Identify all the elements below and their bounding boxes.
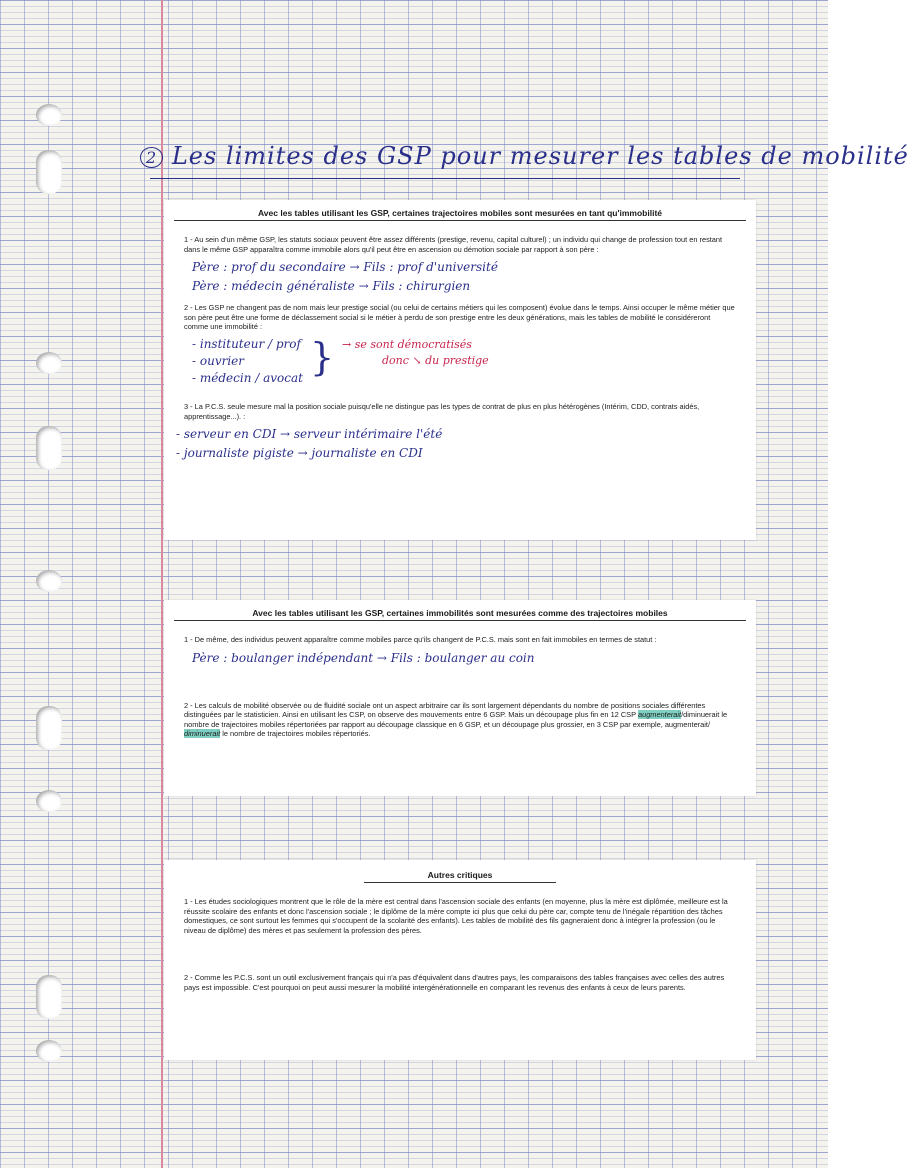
paragraph-text: le nombre de trajectoires mobiles répertoriés. (220, 729, 371, 739)
section-3-paragraph-1: 1 - Les études sociologiques montrent que le rôle de la mère est central dans l'ascension sociale des enfants (en moyenne, plus la mère est diplômée, meilleure est la réussite scolaire des enfants et donc l'ascension sociale ; le diplôme de la mère compte ici plus que celui du père car, compte tenu de l'inégale répartition des tâches domestiques, ce sont surtout les femmes qui s'occupent de la scolarité des enfants). Les tables de mobilité des fils gagneraient donc à intégrer la profession (ou le niveau de diplôme) des mères et pas seulement la profession des pères. (184, 897, 728, 935)
section-1-sheet (164, 200, 756, 540)
handwritten-example-3b: - journaliste pigiste → journaliste en CDI (176, 446, 423, 461)
section-2-sheet (164, 600, 756, 796)
section-1-paragraph-3: 3 - La P.C.S. seule mesure mal la position sociale puisqu'elle ne distingue pas les types de contrat de plus en plus hétérogènes (Intérim, CDD, contrats aidés, apprentissage...). : (184, 401, 700, 421)
binder-hole (36, 1040, 62, 1062)
brace-icon: } (310, 334, 335, 379)
list-item: - médecin / avocat (192, 370, 303, 385)
binder-hole (36, 790, 62, 812)
heading-number: 2 (140, 147, 163, 168)
section-3-title: Autres critiques (364, 870, 556, 883)
annotated-list (192, 336, 756, 394)
handwritten-example-1b: Père : médecin généraliste → Fils : chirurgien (192, 279, 471, 294)
paragraph-text: /diminuerait le nombre de trajectoires mobiles répertoriées par rapport au découpage classique en 6 GSP, et un découpage plus grossier, en 3 CSP par exemple, augmenterait/ (184, 710, 728, 729)
section-1-paragraph-2: 2 - Les GSP ne changent pas de nom mais leur prestige social (ou celui de certains métiers qui les composent) évolue dans le temps. Ainsi occuper le même métier que son père peut être une forme de déclassement social si le métier à perdu de son prestige entre les deux générations, mais les tables de mobilité le considéreront comme une immobilité : (184, 303, 735, 332)
paragraph-text: 2 - Les calculs de mobilité observée ou de fluidité sociale ont un aspect arbitraire car ils sont largement dépendants du nombre de positions sociales différentes distinguées par le statisticien. Ainsi en utilisant les CSP, on observe des mouvements entre 6 GSP. Mais un découpage plus fin en 12 CSP (184, 700, 706, 720)
list-item: - ouvrier (192, 353, 245, 368)
section-2-title: Avec les tables utilisant les GSP, certaines immobilités sont mesurées comme des trajectoires mobiles (174, 608, 746, 621)
section-3-sheet (164, 860, 756, 1060)
section-2-paragraph-2 (184, 701, 736, 739)
red-annotation-2: donc ↘ du prestige (382, 353, 489, 367)
heading-text: Les limites des GSP pour mesurer les tables de mobilité (171, 142, 909, 170)
binder-hole (36, 352, 62, 374)
page-heading (140, 142, 909, 170)
binder-hole (36, 975, 62, 1019)
red-annotation-1: → se sont démocratisés (342, 337, 472, 351)
profession-list (192, 336, 303, 387)
section-1-title: Avec les tables utilisant les GSP, certaines trajectoires mobiles sont mesurées en tant qu'immobilité (174, 208, 746, 221)
binder-hole (36, 426, 62, 470)
highlighted-word: diminuerait (184, 729, 221, 739)
binder-hole (36, 150, 62, 194)
handwritten-example-1a: Père : prof du secondaire → Fils : prof d'université (192, 260, 498, 275)
highlighted-word: augmenterait (637, 710, 682, 720)
heading-underline (150, 178, 740, 179)
binder-hole (36, 706, 62, 750)
handwritten-example-2: Père : boulanger indépendant → Fils : boulanger au coin (192, 650, 535, 665)
handwritten-example-3a: - serveur en CDI → serveur intérimaire l'été (176, 427, 443, 442)
section-1-paragraph-1: 1 - Au sein d'un même GSP, les statuts sociaux peuvent être assez différents (prestige, revenu, capital culturel) ; un individu qui change de profession tout en restant dans le même GSP apparaîtra comme immobile alors qu'il peut être en ascension ou démotion sociale par rapport à son père : (184, 235, 723, 254)
binder-hole (36, 104, 62, 126)
binder-hole (36, 570, 62, 592)
section-2-paragraph-1: 1 - De même, des individus peuvent apparaître comme mobiles parce qu'ils changent de P.C.S. mais sont en fait immobiles en termes de statut : (184, 635, 657, 644)
section-3-paragraph-2: 2 - Comme les P.C.S. sont un outil exclusivement français qui n'a pas d'équivalent dans d'autres pays, les comparaisons des tables françaises avec celles des autres pays est impossible. C'est pourquoi on peut aussi mesurer la mobilité intergénérationnelle en comparant les revenus des enfants à ceux de leurs parents. (184, 973, 725, 992)
margin-line (161, 0, 163, 1168)
list-item: - instituteur / prof (192, 336, 301, 351)
